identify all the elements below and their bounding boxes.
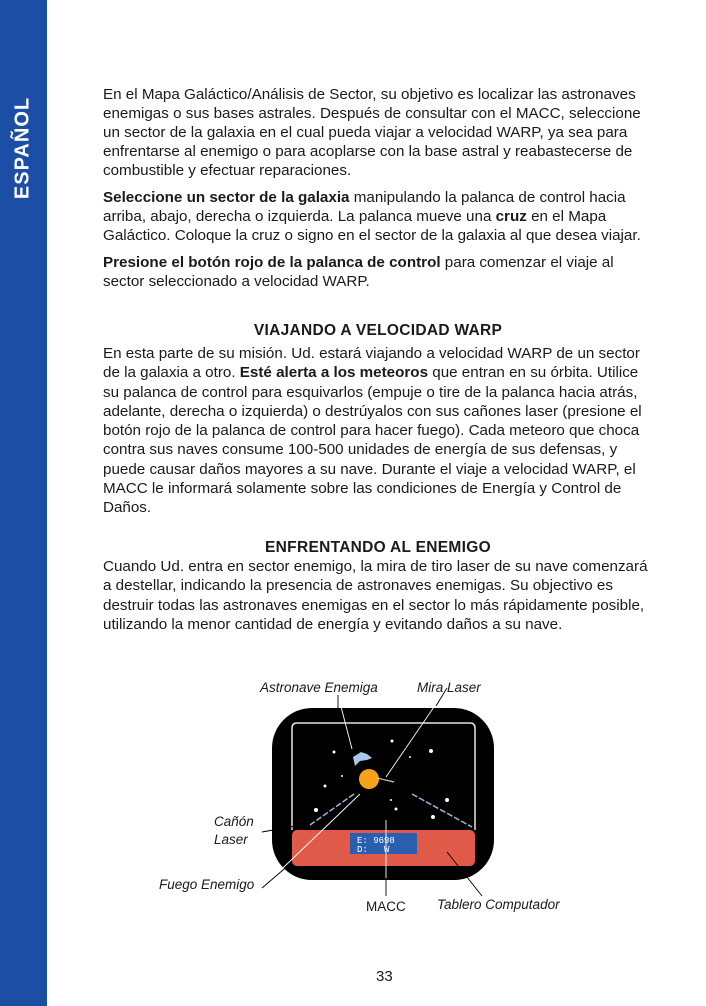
select-sector-text: manipulando la palanca de control hacia arriba, abajo, derecha o izquierda. La palanca mueve una <box>103 189 626 225</box>
press-button-paragraph <box>103 253 653 291</box>
warp-section-heading: VIAJANDO A VELOCIDAD WARP <box>253 322 503 339</box>
enemy-fire <box>359 769 379 789</box>
macc-line-2: D: W <box>357 845 390 855</box>
label-laser-cannon-line-1: Cañón <box>214 814 254 829</box>
label-laser-sight: Mira Laser <box>417 680 481 695</box>
meteor-alert-emphasis: Esté alerta a los meteoros <box>239 364 429 382</box>
select-sector-paragraph <box>103 188 653 245</box>
label-laser-cannon-line-2: Laser <box>214 832 248 847</box>
label-macc: MACC <box>366 899 406 914</box>
label-enemy-fire: Fuego Enemigo <box>159 877 255 892</box>
warp-section-paragraph <box>103 344 653 518</box>
intro-section <box>103 85 653 299</box>
warp-text-b: que entran en su órbita. Utilice su palanca de control para esquivarlos (empuje o tire de la palanca hacia atrás, adelante, derecha o izquierda) o destrúyalos con sus cañones laser (presione el botón rojo de la palanca de control para hacer fuego). Cada meteoro que choca contra sus naves consume 100-500 unidades de energía de sus defensas, y puede causar daños mayores a su nave. Durante el viaje a velocidad WARP, el MACC le informará solamente sobre las condiciones de Energía y Control de Daños. <box>103 364 642 517</box>
page-number: 33 <box>376 968 393 985</box>
language-label: ESPAÑOL <box>11 96 34 200</box>
select-sector-emphasis: Seleccione un sector de la galaxia <box>103 189 350 206</box>
press-button-emphasis: Presione el botón rojo de la palanca de control <box>103 254 441 271</box>
intro-paragraph: En el Mapa Galáctico/Análisis de Sector, su objetivo es localizar las astronaves enemigas o sus bases astrales. Después de consultar con el MACC, seleccione un sector de la galaxia en el cual pueda viajar a velocidad WARP, ya sea para enfrentarse al enemigo o para acoplarse con la base astral y reabastecerse de combustible y efectuar reparaciones. <box>103 86 641 179</box>
warp-text-a: En esta parte de su misión. Ud. estará viajando a velocidad WARP de un sector de la galaxia a otro. <box>103 345 640 382</box>
press-button-text: para comenzar el viaje al sector seleccionado a velocidad WARP. <box>103 254 614 290</box>
cross-emphasis: cruz <box>495 208 527 225</box>
label-computer-panel: Tablero Computador <box>437 897 560 912</box>
language-sidebar <box>0 0 47 1006</box>
enemy-section-heading: ENFRENTANDO AL ENEMIGO <box>265 539 491 556</box>
cockpit-diagram <box>150 670 600 920</box>
enemy-section-paragraph: Cuando Ud. entra en sector enemigo, la mira de tiro laser de su nave comenzará a destellar, indicando la presencia de astronaves enemigas. Su objectivo es destruir todas las astronaves enemigas en el sector lo más rápidamente posible, utilizando la menor cantidad de energía y evitando daños a su nave. <box>103 558 648 633</box>
label-enemy-ship: Astronave Enemiga <box>260 680 378 695</box>
select-sector-text-2: en el Mapa Galáctico. Coloque la cruz o signo en el sector de la galaxia al que desea viajar. <box>103 208 641 244</box>
macc-line-1: E: 9698 <box>357 836 395 846</box>
